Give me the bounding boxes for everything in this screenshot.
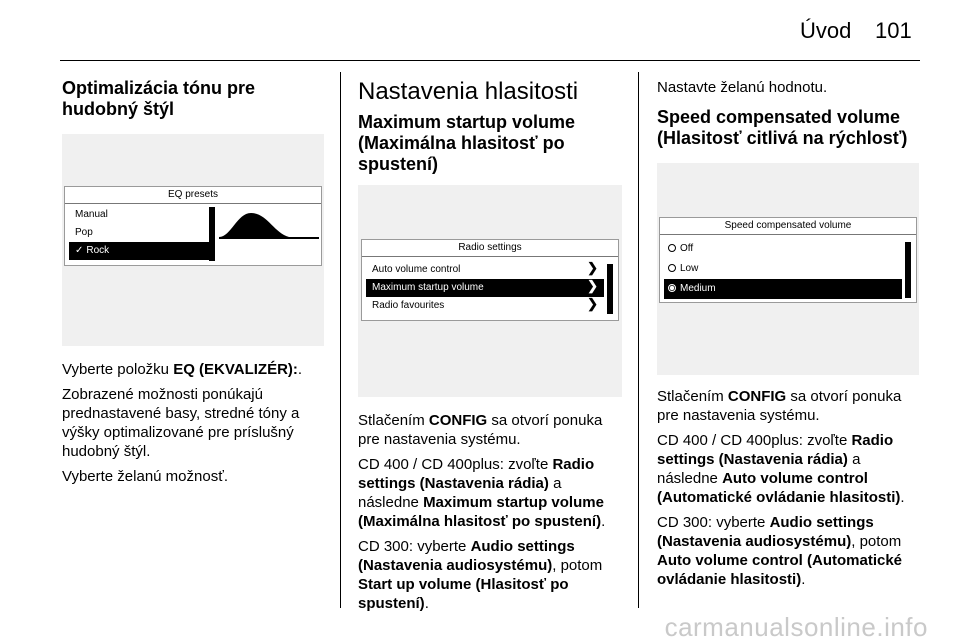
screen-title: Speed compensated volume [660,218,916,235]
menu-term: Audio settings (Nastavenia audiosystému) [657,514,874,550]
menu-item-radio-favourites[interactable] [366,297,604,315]
body-text: a následne [657,451,861,487]
scrollbar[interactable] [209,207,215,261]
body-text: sa otvorí ponuka pre nastavenia systému. [657,388,902,424]
radio-settings-figure [358,185,622,397]
page-number: 101 [875,18,912,43]
sub-heading: Speed compensated volume (Hlasitosť citlivá na rýchlosť) [657,107,908,148]
scrollbar[interactable] [607,264,613,314]
body-text: , potom [552,557,603,574]
body-text: Zobrazené možnosti ponúkajú prednastavené basy, stredné tóny a výšky optimalizované pre príslušný hudobný štýl. [62,386,300,460]
body-text: . [601,513,606,530]
button-term: CONFIG [428,412,488,429]
speed-compensated-figure [657,163,919,375]
menu-item-label: Radio favourites [372,300,445,311]
column-3 [657,78,919,595]
menu-term: Auto volume control (Automatické ovládanie hlasitosti) [657,552,903,588]
body-text: . [424,595,429,612]
radio-settings-screen [361,239,619,321]
column-1 [62,78,324,492]
speed-compensated-screen [659,217,917,303]
header-rule [60,60,920,61]
button-term: CONFIG [727,388,787,405]
chevron-right-icon: ❯ [587,278,598,293]
menu-term: Auto volume control (Automatické ovládanie hlasitosti) [657,470,901,506]
body-text: Vyberte želanú možnosť. [62,468,228,485]
menu-item-label: Auto volume control [372,264,461,275]
sub-heading: Maximum startup volume (Maximálna hlasitosť po spustení) [358,112,576,174]
menu-item-maximum-startup-volume[interactable] [366,279,604,297]
screen-title: EQ presets [65,187,321,204]
body-text: . [900,489,905,506]
menu-term: Radio settings (Nastavenia rádia) [358,456,595,492]
menu-term: Start up volume (Hlasitosť po spustení) [358,576,569,612]
body-text: CD 300: vyberte [358,538,471,555]
check-icon: ✓ [75,245,84,256]
scrollbar[interactable] [905,242,911,298]
menu-term: Radio settings (Nastavenia rádia) [657,432,894,468]
body-text: CD 400 / CD 400plus: zvoľte [657,432,852,449]
eq-option-rock[interactable] [69,242,209,260]
menu-item-label: Maximum startup volume [372,282,484,293]
eq-option-manual[interactable]: Manual [75,209,108,220]
menu-term: EQ (EKVALIZÉR): [173,361,298,378]
body-text: Stlačením [657,388,728,405]
body-text: . [801,571,806,588]
eq-option-pop[interactable]: Pop [75,227,93,238]
watermark: carmanualsonline.info [664,612,928,642]
body-text: CD 300: vyberte [657,514,770,531]
chevron-right-icon: ❯ [587,296,598,311]
radio-on-icon [668,284,676,292]
menu-term: Audio settings (Nastavenia audiosystému) [358,538,575,574]
column-2 [358,78,622,619]
body-text: Nastavte želanú hodnotu. [657,79,828,96]
section-heading: Optimalizácia tónu pre hudobný štýl [62,78,256,119]
column-divider [340,72,341,608]
radio-off-icon [668,264,676,272]
radio-off-icon [668,244,676,252]
option-off[interactable] [664,239,902,259]
menu-item-auto-volume-control[interactable] [366,261,604,279]
eq-presets-figure [62,134,324,346]
screen-title: Radio settings [362,240,618,257]
body-text: Vyberte položku [62,361,174,378]
body-text: a následne [358,475,562,511]
chevron-right-icon: ❯ [587,260,598,275]
menu-term: Maximum startup volume (Maximálna hlasitosť po spustení) [358,494,604,530]
option-low[interactable] [664,259,902,279]
section-title: Úvod [800,18,852,43]
eq-option-label: Rock [86,245,110,256]
eq-curve-graphic [219,209,319,239]
section-title: Nastavenia hlasitosti [358,78,579,105]
column-divider [638,72,639,608]
body-text: . [297,361,303,378]
option-label: Low [680,263,699,274]
body-text: , potom [851,533,902,550]
option-medium[interactable] [664,279,902,299]
body-text: sa otvorí ponuka pre nastavenia systému. [358,412,603,448]
body-text: CD 400 / CD 400plus: zvoľte [358,456,553,473]
body-text: Stlačením [358,412,429,429]
eq-presets-screen [64,186,322,266]
option-label: Off [680,243,694,254]
option-label: Medium [680,283,716,294]
